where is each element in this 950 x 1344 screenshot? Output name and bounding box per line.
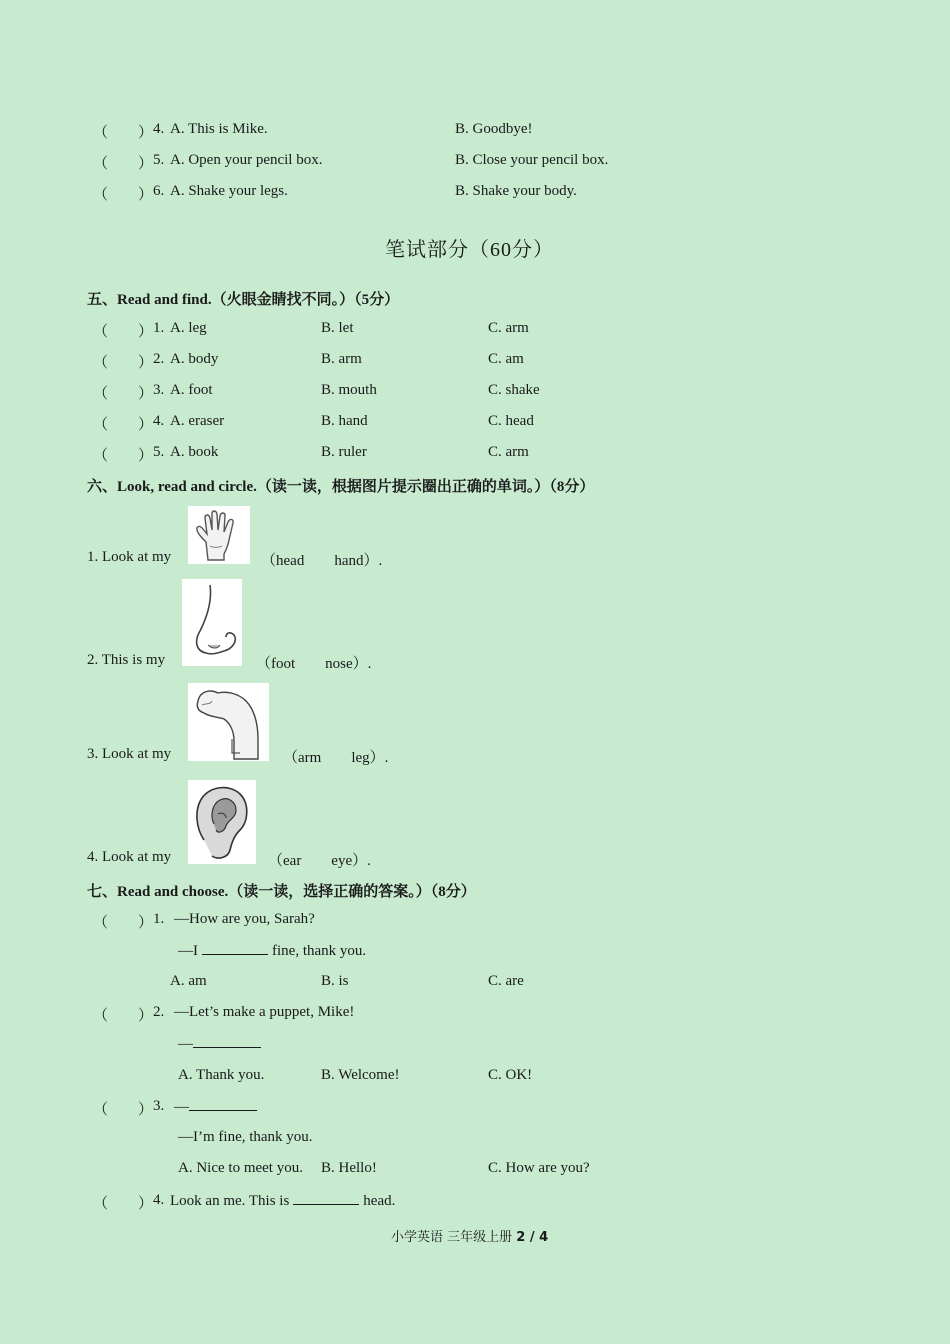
text-end: head.: [363, 1193, 396, 1209]
page-number: 2 / 4: [516, 1230, 549, 1245]
option-b: B. hand: [321, 413, 368, 429]
question-number: 2.: [153, 1004, 165, 1020]
answer-paren: （ ）: [93, 417, 154, 433]
answer-paren: （ ）: [93, 1008, 154, 1024]
answer-paren: （ ）: [93, 187, 154, 203]
option-a: A. This is Mike.: [170, 121, 268, 137]
item-text: 2. This is my: [87, 652, 166, 668]
item-choice: （arm leg）.: [283, 750, 389, 766]
question-number: 6.: [153, 183, 165, 199]
option-b: B. mouth: [321, 382, 377, 398]
answer-paren: （ ）: [93, 156, 154, 172]
nose-picture: [182, 579, 242, 666]
section-5-heading: 五、Read and find.（火眼金睛找不同。）（5分）: [87, 292, 400, 308]
item-choice: （ear eye）.: [268, 853, 371, 869]
written-part-title: 笔试部分（60分）: [385, 239, 554, 261]
line-2-start: —: [178, 1036, 193, 1052]
option-a: A. foot: [170, 382, 213, 398]
answer-paren: （ ）: [93, 448, 154, 464]
footer-label: 小学英语 三年级上册: [391, 1230, 513, 1245]
option-c: C. am: [488, 351, 524, 367]
option-b: B. Close your pencil box.: [455, 152, 609, 168]
option-a: A. Thank you.: [178, 1067, 265, 1083]
line-1-start: —: [174, 1099, 189, 1115]
option-a: A. body: [170, 351, 219, 367]
option-a: A. leg: [170, 320, 207, 336]
option-b: B. Hello!: [321, 1160, 377, 1176]
option-c: C. OK!: [488, 1067, 533, 1083]
question-line-2: [178, 1035, 261, 1053]
question-number: 1.: [153, 320, 165, 336]
item-text: 1. Look at my: [87, 549, 172, 565]
option-a: A. am: [170, 973, 207, 989]
answer-paren: （ ）: [93, 1102, 154, 1118]
answer-blank: [293, 1192, 359, 1205]
option-c: C. arm: [488, 444, 529, 460]
option-b: B. Shake your body.: [455, 183, 577, 199]
question-line-1: —Let’s make a puppet, Mike!: [174, 1004, 355, 1020]
question-number: 1.: [153, 911, 165, 927]
question-number: 4.: [153, 413, 165, 429]
section-6-heading: 六、Look, read and circle.（读一读，根据图片提示圈出正确的单词。）（8分）: [87, 479, 595, 495]
option-b: B. is: [321, 973, 349, 989]
text-start: Look an me. This is: [170, 1193, 290, 1209]
question-number: 2.: [153, 351, 165, 367]
answer-blank: [202, 942, 268, 955]
question-number: 4.: [153, 1192, 165, 1208]
option-c: C. How are you?: [488, 1160, 590, 1176]
option-c: C. head: [488, 413, 534, 429]
item-choice: （foot nose）.: [256, 656, 372, 672]
item-text: 3. Look at my: [87, 746, 172, 762]
option-b: B. let: [321, 320, 354, 336]
answer-paren: （ ）: [93, 386, 154, 402]
question-line-2: [178, 942, 366, 960]
item-choice: （head hand）.: [261, 553, 383, 569]
question-line-1: [174, 1098, 257, 1116]
option-a: A. book: [170, 444, 219, 460]
option-b: B. arm: [321, 351, 362, 367]
line-2-end: fine, thank you.: [272, 943, 367, 959]
question-number: 3.: [153, 1098, 165, 1114]
arm-icon: [188, 683, 269, 761]
answer-blank: [193, 1035, 261, 1048]
item-text: 4. Look at my: [87, 849, 172, 865]
question-number: 3.: [153, 382, 165, 398]
option-c: C. are: [488, 973, 524, 989]
section-7-heading: 七、Read and choose.（读一读，选择正确的答案。）（8分）: [87, 884, 476, 900]
line-2-start: —I: [178, 943, 198, 959]
option-b: B. ruler: [321, 444, 367, 460]
answer-paren: （ ）: [93, 355, 154, 371]
question-line-2: —I’m fine, thank you.: [178, 1129, 313, 1145]
option-c: C. shake: [488, 382, 540, 398]
option-b: B. Welcome!: [321, 1067, 400, 1083]
option-b: B. Goodbye!: [455, 121, 533, 137]
arm-picture: [188, 683, 269, 761]
option-c: C. arm: [488, 320, 529, 336]
question-number: 4.: [153, 121, 165, 137]
question-number: 5.: [153, 444, 165, 460]
hand-icon: [188, 506, 250, 564]
page-footer: [391, 1226, 548, 1245]
option-a: A. Open your pencil box.: [170, 152, 323, 168]
ear-icon: [188, 780, 256, 864]
hand-picture: [188, 506, 250, 564]
ear-picture: [188, 780, 256, 864]
question-number: 5.: [153, 152, 165, 168]
nose-icon: [182, 579, 242, 666]
question-line-1: —How are you, Sarah?: [174, 911, 315, 927]
option-a: A. Shake your legs.: [170, 183, 288, 199]
option-a: A. Nice to meet you.: [178, 1160, 303, 1176]
answer-paren: （ ）: [93, 125, 154, 141]
option-a: A. eraser: [170, 413, 225, 429]
answer-paren: （ ）: [93, 324, 154, 340]
answer-blank: [189, 1098, 257, 1111]
answer-paren: （ ）: [93, 1196, 154, 1212]
answer-paren: （ ）: [93, 915, 154, 931]
question-text: [170, 1192, 395, 1210]
